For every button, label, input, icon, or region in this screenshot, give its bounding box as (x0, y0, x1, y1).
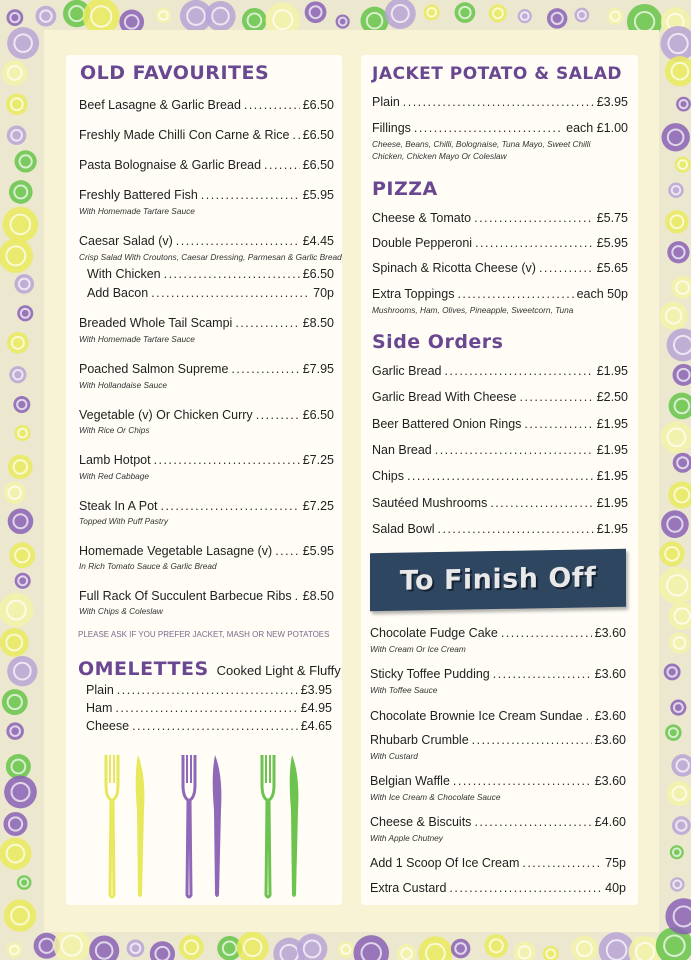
menu-item: Extra Toppings . . . each 50p (372, 287, 628, 301)
menu-item: Caesar Salad (v) . . . £4.45 (79, 234, 334, 248)
item-description: With Rice Or Chips (79, 425, 150, 435)
menu-item: Poached Salmon Supreme . . . £7.95 (79, 362, 334, 376)
purple-knife-icon (213, 755, 222, 897)
menu-item: Plain . . . £3.95 (372, 95, 628, 109)
menu-item: Belgian Waffle . . . £3.60 (370, 774, 626, 788)
menu-item: Add Bacon . . . 70p (87, 286, 334, 300)
menu-item: Cheese & Biscuits . . . £4.60 (370, 815, 626, 829)
menu-item: Spinach & Ricotta Cheese (v) . . . £5.65 (372, 261, 628, 275)
menu-item: Rhubarb Crumble . . . £3.60 (370, 733, 626, 747)
potato-note: PLEASE ASK IF YOU PREFER JACKET, MASH OR NEW POTATOES (78, 630, 330, 639)
item-description: With Red Cabbage (79, 471, 150, 481)
menu-item: Sticky Toffee Pudding . . . £3.60 (370, 667, 626, 681)
omelettes-tagline: Cooked Light & Fluffy (216, 663, 341, 678)
to-finish-off-banner (370, 549, 626, 611)
to-finish-off-heading: To Finish Off (399, 562, 597, 597)
pizza-heading: PIZZA (372, 178, 438, 200)
menu-item: Garlic Bread . . . £1.95 (372, 364, 628, 378)
menu-item: Chips . . . £1.95 (372, 469, 628, 483)
menu-item: Nan Bread . . . £1.95 (372, 443, 628, 457)
side-orders-heading: Side Orders (372, 331, 504, 353)
item-description: With Apple Chutney (370, 833, 443, 843)
menu-item: Beef Lasagne & Garlic Bread . . . £6.50 (79, 98, 334, 112)
menu-item: Pasta Bolognaise & Garlic Bread . . . £6.50 (79, 158, 334, 172)
menu-item: Breaded Whole Tail Scampi . . . £8.50 (79, 316, 334, 330)
yellow-knife-icon (136, 755, 145, 897)
menu-item: Chocolate Fudge Cake . . . £3.60 (370, 626, 626, 640)
item-description: With Cream Or Ice Cream (370, 644, 466, 654)
item-description: With Chips & Coleslaw (79, 606, 163, 616)
green-knife-icon (290, 755, 299, 897)
menu-item: Homemade Vegetable Lasagne (v) . . . £5.95 (79, 544, 334, 558)
menu-item: Cheese & Tomato . . . £5.75 (372, 211, 628, 225)
purple-fork-icon (183, 755, 195, 897)
menu-item: Sautéed Mushrooms . . . £1.95 (372, 496, 628, 510)
menu-item: Freshly Made Chilli Con Carne & Rice . . . £6.50 (79, 128, 334, 142)
item-description: In Rich Tomato Sauce & Garlic Bread (79, 561, 217, 571)
item-description: Mushrooms, Ham, Olives, Pineapple, Sweetcorn, Tuna (372, 305, 574, 315)
green-fork-icon (262, 755, 274, 897)
item-description: Topped With Puff Pastry (79, 516, 169, 526)
menu-item: Add 1 Scoop Of Ice Cream . . . 75p (370, 856, 626, 870)
item-description: With Ice Cream & Chocolate Sauce (370, 792, 501, 802)
item-description: With Toffee Sauce (370, 685, 438, 695)
item-description: With Custard (370, 751, 418, 761)
cutlery-illustration (96, 755, 316, 900)
menu-item: Cheese . . . £4.65 (86, 719, 332, 733)
old-favourites-heading: OLD FAVOURITES (80, 62, 270, 84)
menu-item: Chocolate Brownie Ice Cream Sundae . . . £3.60 (370, 709, 626, 723)
menu-item: Double Pepperoni . . . £5.95 (372, 236, 628, 250)
jacket-potato-heading: JACKET POTATO & SALAD (372, 64, 622, 84)
item-description: With Homemade Tartare Sauce (79, 334, 195, 344)
menu-item: Extra Custard . . . 40p (370, 881, 626, 895)
yellow-fork-icon (106, 755, 118, 897)
menu-item: With Chicken . . . £6.50 (87, 267, 334, 281)
omelettes-heading: OMELETTES Cooked Light & Fluffy (78, 658, 341, 680)
menu-item: Full Rack Of Succulent Barbecue Ribs . . . £8.50 (79, 589, 334, 603)
menu-item: Ham . . . £4.95 (86, 701, 332, 715)
item-description: Crisp Salad With Croutons, Caesar Dressing, Parmesan & Garlic Bread (79, 252, 342, 262)
menu-item: Vegetable (v) Or Chicken Curry . . . £6.50 (79, 408, 334, 422)
menu-item: Lamb Hotpot . . . £7.25 (79, 453, 334, 467)
item-description: With Hollandaise Sauce (79, 380, 168, 390)
item-description: Cheese, Beans, Chilli, Bolognaise, Tuna Mayo, Sweet Chilli (372, 139, 591, 149)
menu-item: Freshly Battered Fish . . . £5.95 (79, 188, 334, 202)
menu-item: Fillings . . . each £1.00 (372, 121, 628, 135)
menu-item: Steak In A Pot . . . £7.25 (79, 499, 334, 513)
menu-item: Salad Bowl . . . £1.95 (372, 522, 628, 536)
item-description: Chicken, Chicken Mayo Or Coleslaw (372, 151, 507, 161)
item-description: With Homemade Tartare Sauce (79, 206, 195, 216)
menu-item: Plain . . . £3.95 (86, 683, 332, 697)
menu-item: Garlic Bread With Cheese . . . £2.50 (372, 390, 628, 404)
menu-item: Beer Battered Onion Rings . . . £1.95 (372, 417, 628, 431)
